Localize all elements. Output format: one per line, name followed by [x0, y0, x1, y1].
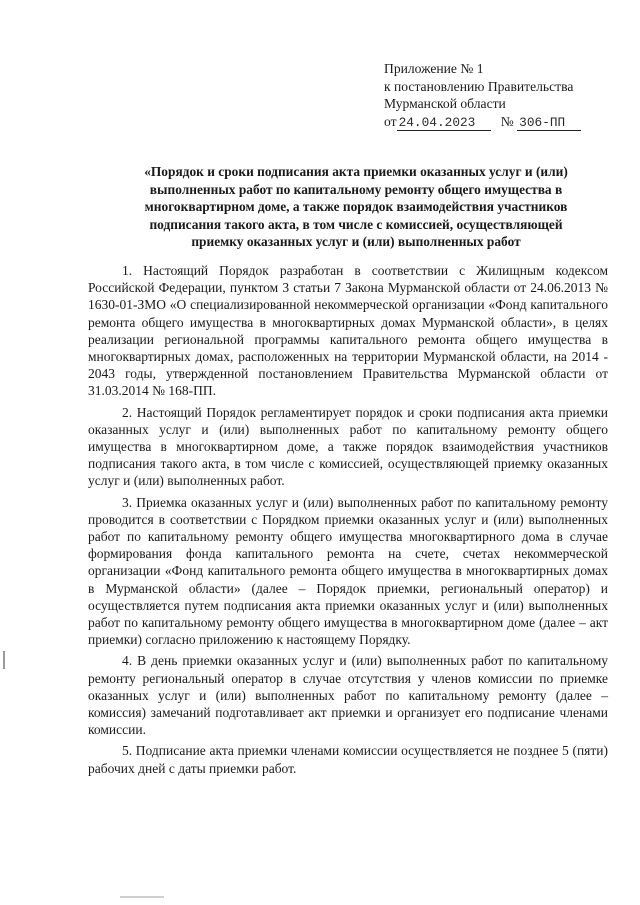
title-line: многоквартирном доме, а также порядок взаимодействия участников — [144, 199, 568, 214]
paragraph-3: 3. Приемка оказанных услуг и (или) выполненных работ по капитальному ремонту проводится в соответствии с Порядком приемки оказанных услуг и (или) выполненных работ по капитальному ремонту общего имущества многоквартирного дома в случае формирования фонда капитального ремонта на счете, счетах некоммерческой организации «Фонд капитального ремонта общего имущества в многоквартирных домах в Мурманской области» (далее – Порядок приемки, региональный оператор) и осуществляется путем подписания акта приемки оказанных услуг и (или) выполненных работ по капитальному ремонту общего имущества в многоквартирном доме (далее – акт приемки) согласно приложению к настоящему Порядку. — [88, 494, 608, 648]
title-line: приемку оказанных услуг и (или) выполненных работ — [191, 234, 521, 249]
paragraph-5: 5. Подписание акта приемки членами комиссии осуществляется не позднее 5 (пяти) рабочих дней с даты приемки работ. — [88, 743, 608, 776]
title-line: подписания такого акта, в том числе с комиссией, осуществляющей — [149, 216, 563, 232]
document-body — [88, 262, 608, 781]
paragraph-2: 2. Настоящий Порядок регламентирует порядок и сроки подписания акта приемки оказанных услуг и (или) выполненных работ по капитальному ремонту общего имущества в многоквартирном доме, а также порядок взаимодействия участников подписания такого акта, в том числе с комиссией, осуществляющей приемку оказанных услуг и (или) выполненных работ. — [88, 404, 608, 489]
appendix-header — [384, 60, 624, 131]
number-prefix: № — [500, 113, 514, 129]
appendix-region: Мурманской области — [384, 96, 506, 111]
scan-margin-mark — [3, 651, 5, 669]
decree-number: 306-ПП — [517, 116, 581, 131]
appendix-decree-ref: к постановлению Правительства — [384, 78, 574, 94]
paragraph-4: 4. В день приемки оказанных услуг и (или) выполненных работ по капитальному ремонту региональный оператор в случае отсутствия у членов комиссии по приемке оказанных услуг и (или) выполненных работ по капитальному ремонту (далее – комиссия) замечаний подготавливает акт приемки и организует его подписание членами комиссии. — [88, 653, 608, 738]
decree-date: 24.04.2023 — [397, 116, 491, 131]
title-line: выполненных работ по капитальному ремонту общего имущества в — [149, 181, 563, 197]
date-prefix: от — [384, 113, 397, 129]
document-title — [96, 163, 616, 251]
paragraph-1: 1. Настоящий Порядок разработан в соответствии с Жилищным кодексом Российской Федерации, пунктом 3 статьи 7 Закона Мурманской области от 24.06.2013 № 1630-01-ЗМО «О специализированной некоммерческой организации «Фонд капитального ремонта общего имущества в многоквартирных домах Мурманской области», в целях реализации региональной программы капитального ремонта общего имущества в многоквартирных домах, расположенных на территории Мурманской области, на 2014 - 2043 годы, утвержденной постановлением Правительства Мурманской области от 31.03.2014 № 168-ПП. — [88, 263, 608, 399]
title-line: «Порядок и сроки подписания акта приемки оказанных услуг и (или) — [144, 164, 568, 179]
scan-bottom-mark — [120, 896, 164, 898]
decree-date-number-line — [384, 113, 624, 131]
appendix-title: Приложение № 1 — [384, 61, 484, 76]
